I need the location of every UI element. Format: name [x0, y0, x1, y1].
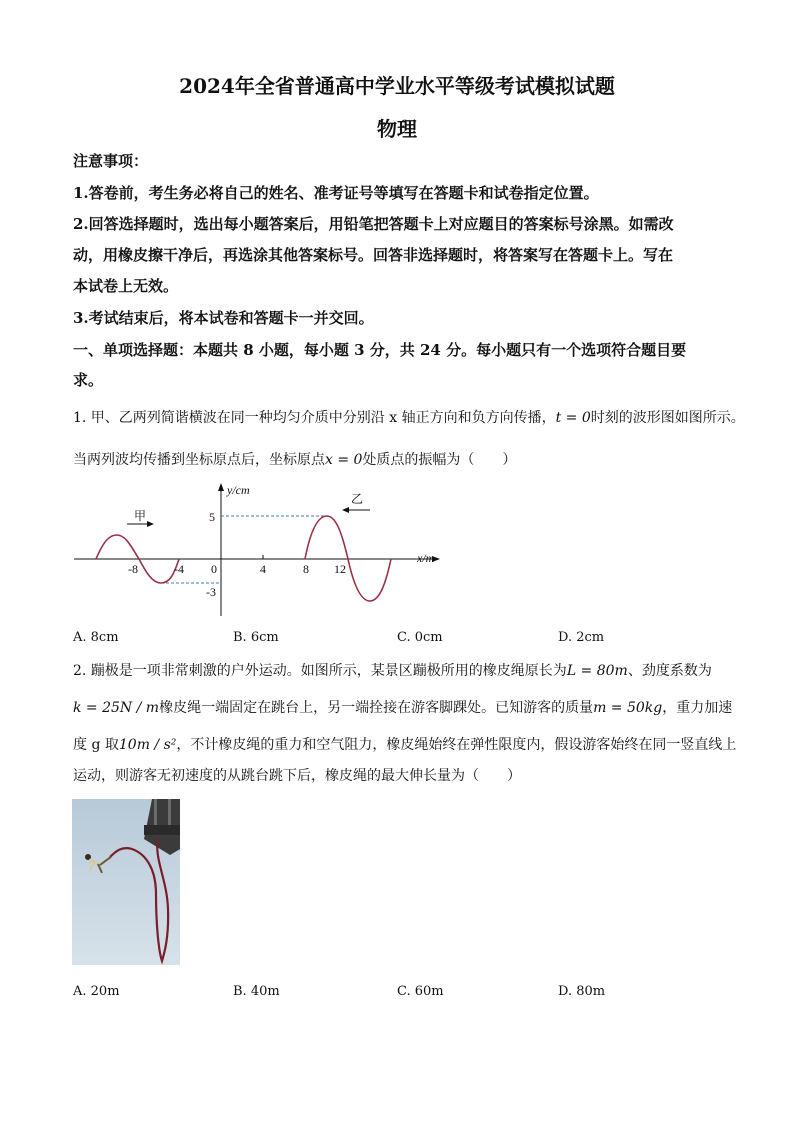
- q2-option-a[interactable]: A. 20m: [73, 984, 120, 999]
- q2-stem-line2: [73, 697, 732, 717]
- q1-text: 处质点的振幅为（ ）: [362, 452, 517, 468]
- x-tick-label: 8: [303, 562, 309, 576]
- wave-b-label: 乙: [351, 492, 364, 506]
- notice-item: 动，用橡皮擦干净后，再选涂其他答案标号。回答非选择题时，将答案写在答题卡上。写在: [73, 246, 674, 264]
- x-tick-label: 12: [334, 562, 346, 576]
- wave-a-arrowhead: [147, 521, 154, 527]
- q1-text: 1. 甲、乙两列简谐横波在同一种均匀介质中分别沿 x 轴正方向和负方向传播，: [73, 410, 556, 426]
- y-axis-label: y/cm: [227, 483, 250, 497]
- x-tick-label: 4: [260, 562, 266, 576]
- x-tick-label: -8: [128, 562, 138, 576]
- q2-text: 2. 蹦极是一项非常刺激的户外运动。如图所示，某景区蹦极所用的橡皮绳原长为: [73, 663, 567, 679]
- x-tick-label: -4: [174, 562, 184, 576]
- notice-heading: 注意事项：: [73, 152, 149, 170]
- q2-stem-line1: [73, 660, 712, 680]
- q2-math: k = 25N / m: [73, 700, 160, 716]
- exam-title: 2024年全省普通高中学业水平等级考试模拟试题: [179, 74, 615, 98]
- notice-item: 本试卷上无效。: [73, 277, 179, 295]
- section-heading: 一、单项选择题：本题共 8 小题，每小题 3 分，共 24 分。每小题只有一个选项符合题目要: [73, 341, 687, 359]
- q2-text: 度 g 取: [73, 737, 119, 753]
- y-axis-arrow: [218, 483, 224, 491]
- q1-stem-line2: [73, 449, 516, 469]
- platform-frame: [168, 799, 171, 829]
- q1-text: 当两列波均传播到坐标原点后，坐标原点: [73, 452, 325, 468]
- q2-option-b[interactable]: B. 40m: [233, 984, 280, 999]
- section-heading-cont: 求。: [73, 371, 104, 389]
- q2-math: L = 80m: [566, 663, 628, 679]
- platform-deck: [144, 825, 180, 835]
- y-tick-label: -3: [206, 585, 216, 599]
- q1-option-a[interactable]: A. 8cm: [73, 630, 119, 645]
- q2-math: 10m / s²: [118, 737, 177, 753]
- q1-math: t = 0: [555, 410, 591, 426]
- q2-stem-line4: 运动，则游客无初速度的从跳台跳下后，橡皮绳的最大伸长量为（ ）: [73, 768, 521, 784]
- bungee-photo: [72, 799, 180, 965]
- q1-option-c[interactable]: C. 0cm: [397, 630, 443, 645]
- notice-item: 2.回答选择题时，选出每小题答案后，用铅笔把答题卡上对应题目的答案标号涂黑。如需改: [73, 215, 674, 233]
- platform-frame: [154, 799, 157, 829]
- subject-title: 物理: [377, 117, 417, 141]
- x-axis-label: x/m: [417, 551, 435, 565]
- q1-option-d[interactable]: D. 2cm: [558, 630, 605, 645]
- q1-text: 时刻的波形图如图所示。: [590, 410, 745, 426]
- q2-math: m = 50kg: [593, 700, 663, 716]
- q2-text: 橡皮绳一端固定在跳台上，另一端拴接在游客脚踝处。已知游客的质量: [159, 700, 594, 716]
- q2-stem-line3: [73, 734, 736, 754]
- q2-text: ，不计橡皮绳的重力和空气阻力，橡皮绳始终在弹性限度内，假设游客始终在同一竖直线上: [176, 737, 737, 753]
- q1-option-b[interactable]: B. 6cm: [233, 630, 279, 645]
- notice-item: 3.考试结束后，将本试卷和答题卡一并交回。: [73, 309, 374, 327]
- q2-text: 、劲度系数为: [627, 663, 712, 679]
- wave-b-arrowhead: [342, 507, 349, 513]
- wave-a-label: 甲: [134, 509, 147, 523]
- q1-stem-line1: [73, 407, 745, 427]
- q2-text: ，重力加速: [662, 700, 733, 716]
- notice-item: 1.答卷前，考生务必将自己的姓名、准考证号等填写在答题卡和试卷指定位置。: [73, 184, 599, 202]
- wave-figure: [70, 478, 450, 620]
- q2-option-d[interactable]: D. 80m: [558, 984, 606, 999]
- y-tick-label: 5: [209, 510, 215, 524]
- x-tick-label: 0: [211, 562, 217, 576]
- q1-math: x = 0: [325, 452, 363, 468]
- q2-option-c[interactable]: C. 60m: [397, 984, 444, 999]
